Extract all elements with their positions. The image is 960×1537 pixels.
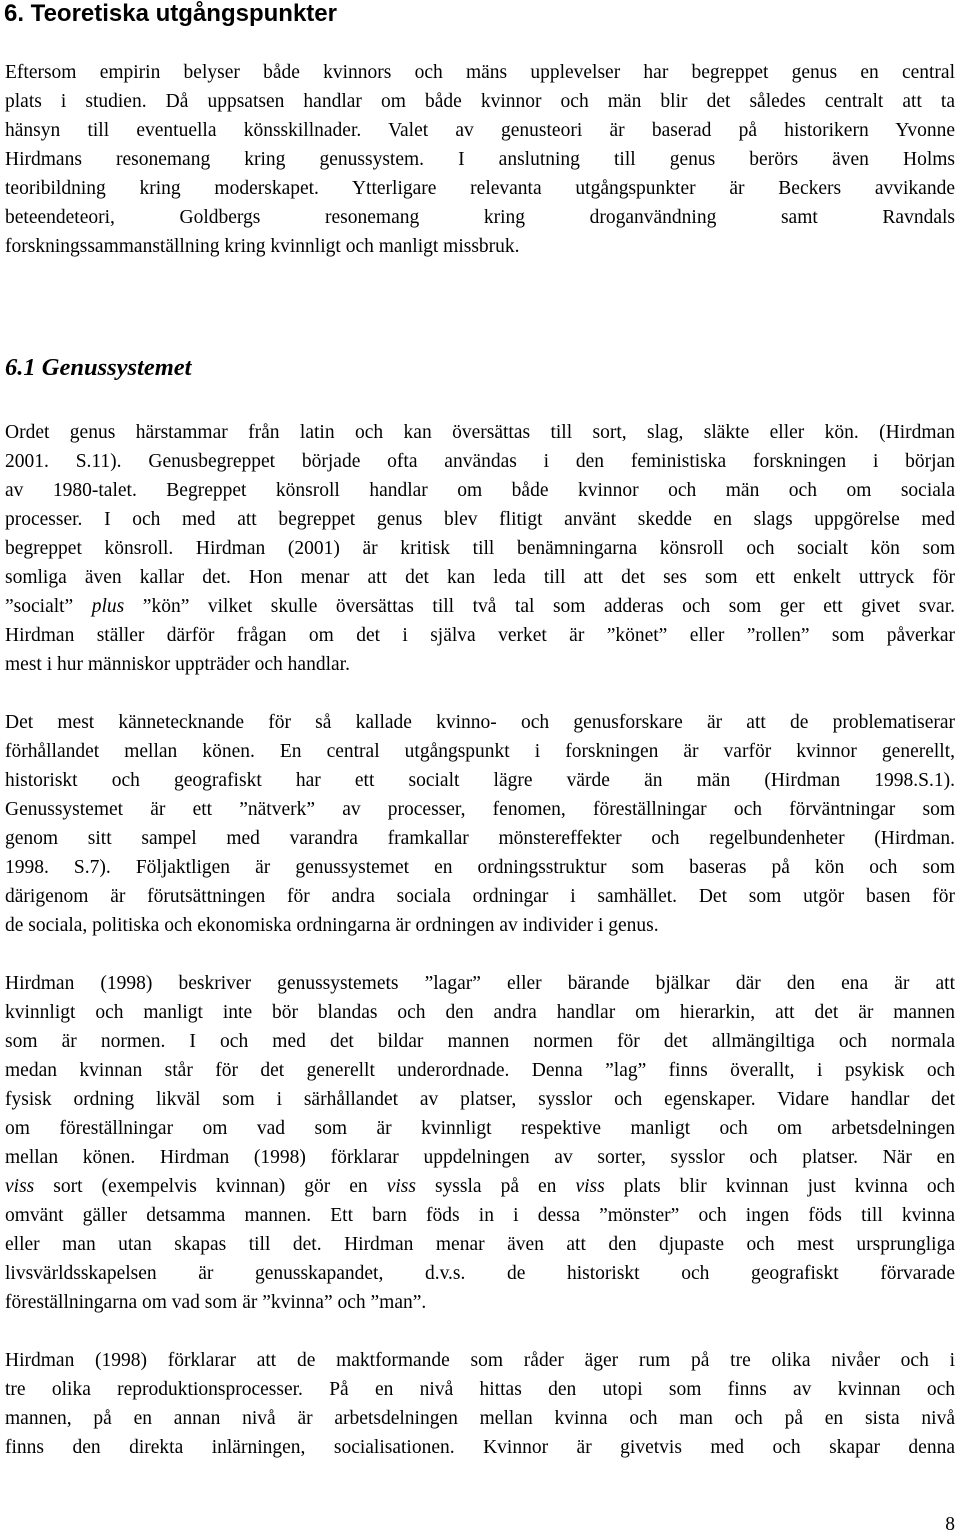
text-line: Hirdman (1998) förklarar att de maktformande som råder äger rum på tre olika nivåer och i bbox=[5, 1350, 955, 1371]
text-line: Det mest kännetecknande för så kallade kvinno- och genusforskare är att de problematiserar bbox=[5, 712, 955, 733]
text-line: 2001. S.11). Genusbegreppet började ofta användas i den feministiska forskningen i början bbox=[5, 451, 955, 472]
text-line: mellan könen. Hirdman (1998) förklarar uppdelningen av sorter, sysslor och platser. När en bbox=[5, 1147, 955, 1168]
text-line: föreställningarna om vad som är ”kvinna” och ”man”. bbox=[5, 1292, 427, 1313]
text-line: Genussystemet är ett ”nätverk” av processer, fenomen, föreställningar och förväntningar som bbox=[5, 799, 955, 820]
text-line: forskningssammanställning kring kvinnligt och manligt missbruk. bbox=[5, 236, 520, 257]
text-fragment: sort (exempelvis kvinnan) gör en bbox=[53, 1176, 368, 1197]
text-line: Hirdman ställer därför frågan om det i själva verket är ”könet” eller ”rollen” som påverkar bbox=[5, 625, 955, 646]
text-line: 1998. S.7). Följaktligen är genussystemet en ordningsstruktur som baseras på kön och som bbox=[5, 857, 955, 878]
text-line: eller man utan skapas till det. Hirdman menar även att den djupaste och mest ursprungliga bbox=[5, 1234, 955, 1255]
text-line: Hirdman (1998) beskriver genussystemets ”lagar” eller bärande bjälkar där den ena är att bbox=[5, 973, 955, 994]
text-line: finns den direkta inlärningen, socialisationen. Kvinnor är givetvis med och skapar denna bbox=[5, 1437, 955, 1458]
text-line: historiskt och geografiskt har ett socialt lägre värde än män (Hirdman 1998.S.1). bbox=[5, 770, 955, 791]
text-line: fysisk ordning likväl som i särhållandet av platser, sysslor och egenskaper. Vidare handlar det bbox=[5, 1089, 955, 1110]
text-fragment: plats blir kvinnan just kvinna och bbox=[623, 1176, 955, 1197]
text-line: processer. I och med att begreppet genus blev flitigt använt skedde en slags uppgörelse med bbox=[5, 509, 955, 530]
text-line: teoribildning kring moderskapet. Ytterligare relevanta utgångspunkter är Beckers avvikande bbox=[5, 178, 955, 199]
text-line: tre olika reproduktionsprocesser. På en nivå hittas den utopi som finns av kvinnan och bbox=[5, 1379, 955, 1400]
italic-term: viss bbox=[575, 1176, 605, 1197]
subsection-heading: 6.1 Genussystemet bbox=[5, 354, 192, 381]
paragraph-power-levels bbox=[5, 1346, 955, 1462]
text-line: medan kvinnan står för det generellt underordnade. Denna ”lag” finns överallt, i psykisk och bbox=[5, 1060, 955, 1081]
page-number: 8 bbox=[945, 1514, 955, 1535]
text-line: Ordet genus härstammar från latin och kan översättas till sort, slag, släkte eller kön. (Hirdman bbox=[5, 422, 955, 443]
italic-term: plus bbox=[91, 596, 125, 617]
paragraph-genus-system bbox=[5, 708, 955, 940]
paragraph-genus-laws bbox=[5, 969, 955, 1317]
intro-paragraph bbox=[5, 58, 955, 261]
text-line: begreppet könsroll. Hirdman (2001) är kritisk till benämningarna könsroll och socialt kön som bbox=[5, 538, 955, 559]
text-line: som är normen. I och med det bildar mannen normen för det allmängiltiga och normala bbox=[5, 1031, 955, 1052]
text-line: plats i studien. Då uppsatsen handlar om både kvinnor och män blir det således centralt att ta bbox=[5, 91, 955, 112]
text-line: genom sitt sampel med varandra framkallar mönstereffekter och regelbundenheter (Hirdman. bbox=[5, 828, 955, 849]
italic-term: viss bbox=[5, 1176, 35, 1197]
text-line: hänsyn till eventuella könsskillnader. Valet av genusteori är baserad på historikern Yvonne bbox=[5, 120, 955, 141]
text-fragment: ”kön” vilket skulle översättas till två tal som adderas och som ger ett givet svar. bbox=[142, 596, 955, 617]
text-line bbox=[5, 1172, 955, 1201]
text-line: beteendeteori, Goldbergs resonemang kring droganvändning samt Ravndals bbox=[5, 207, 955, 228]
text-line: kvinnligt och manligt inte bör blandas och den andra handlar om hierarkin, att det är mannen bbox=[5, 1002, 955, 1023]
text-line: Hirdmans resonemang kring genussystem. I anslutning till genus berörs även Holms bbox=[5, 149, 955, 170]
text-fragment: syssla på en bbox=[434, 1176, 557, 1197]
italic-term: viss bbox=[386, 1176, 416, 1197]
text-line: Eftersom empirin belyser både kvinnors och mäns upplevelser har begreppet genus en central bbox=[5, 62, 955, 83]
text-line: livsvärldsskapelsen är genusskapandet, d.v.s. de historiskt och geografiskt förvarade bbox=[5, 1263, 955, 1284]
text-line: mest i hur människor uppträder och handlar. bbox=[5, 654, 350, 675]
text-fragment: ”socialt” bbox=[5, 596, 74, 617]
text-line bbox=[5, 592, 955, 621]
text-line: de sociala, politiska och ekonomiska ordningarna är ordningen av individer i genus. bbox=[5, 915, 659, 936]
text-line: mannen, på en annan nivå är arbetsdelningen mellan kvinna och man och på en sista nivå bbox=[5, 1408, 955, 1429]
text-line: därigenom är förutsättningen för andra sociala ordningar i samhället. Det som utgör basen för bbox=[5, 886, 955, 907]
text-line: omvänt gäller detsamma mannen. Ett barn föds in i dessa ”mönster” och ingen föds till kvinna bbox=[5, 1205, 955, 1226]
text-line: förhållandet mellan könen. En central utgångspunkt i forskningen är varför kvinnor generellt, bbox=[5, 741, 955, 762]
text-line: somliga även kallar det. Hon menar att det kan leda till att det ses som ett enkelt uttryck för bbox=[5, 567, 955, 588]
paragraph-genus-origin bbox=[5, 418, 955, 679]
section-heading: 6. Teoretiska utgångspunkter bbox=[4, 0, 337, 27]
text-line: om föreställningar om vad som är kvinnligt respektive manligt och om arbetsdelningen bbox=[5, 1118, 955, 1139]
text-line: av 1980-talet. Begreppet könsroll handlar om både kvinnor och män och om sociala bbox=[5, 480, 955, 501]
